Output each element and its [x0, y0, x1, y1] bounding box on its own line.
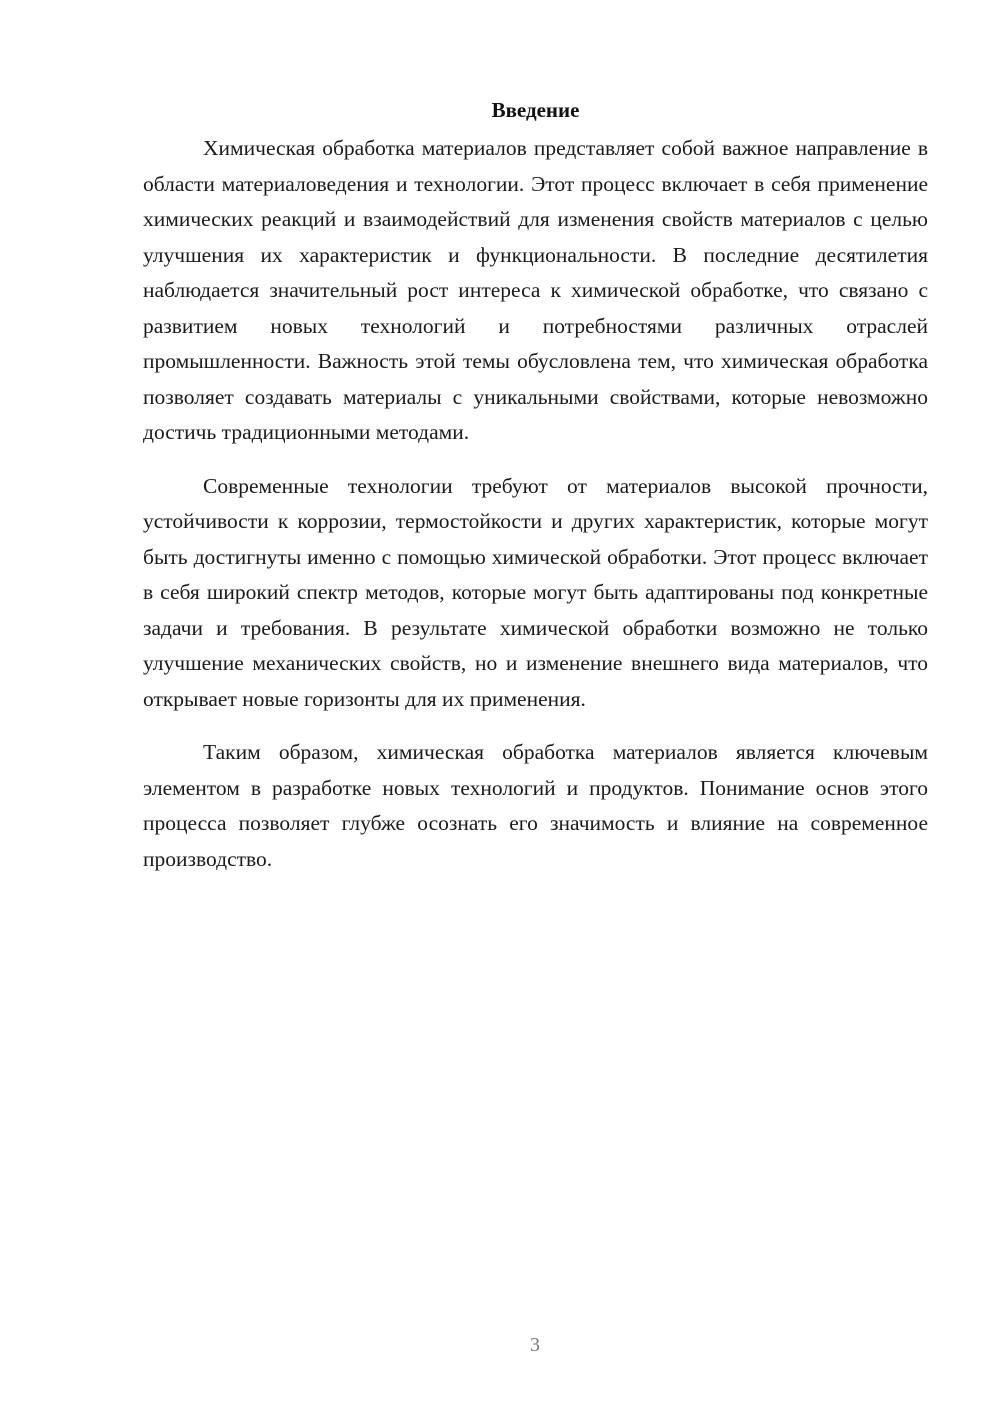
section-heading: Введение: [491, 98, 580, 122]
paragraph-1: Химическая обработка материалов представляет собой важное направление в области материаловедения и технологии. Этот процесс включает в себя применение химических реакций и взаимодействий для изменения свойств материалов с целью улучшения их характеристик и функциональности. В последние десятилетия наблюдается значительный рост интереса к химической обработке, что связано с развитием новых технологий и потребностями различных отраслей промышленности. Важность этой темы обусловлена тем, что химическая обработка позволяет создавать материалы с уникальными свойствами, которые невозможно достичь традиционными методами.: [143, 136, 928, 444]
page-number: 3: [530, 1334, 540, 1356]
paragraph-3: Таким образом, химическая обработка материалов является ключевым элементом в разработке новых технологий и продуктов. Понимание основ этого процесса позволяет глубже осознать его значимость и влияние на современное производство.: [143, 740, 928, 871]
page-content: [143, 95, 928, 895]
paragraph-2: Современные технологии требуют от материалов высокой прочности, устойчивости к коррозии, термостойкости и других характеристик, которые могут быть достигнуты именно с помощью химической обработки. Этот процесс включает в себя широкий спектр методов, которые могут быть адаптированы под конкретные задачи и требования. В результате химической обработки возможно не только улучшение механических свойств, но и изменение внешнего вида материалов, что открывает новые горизонты для их применения.: [143, 473, 928, 711]
